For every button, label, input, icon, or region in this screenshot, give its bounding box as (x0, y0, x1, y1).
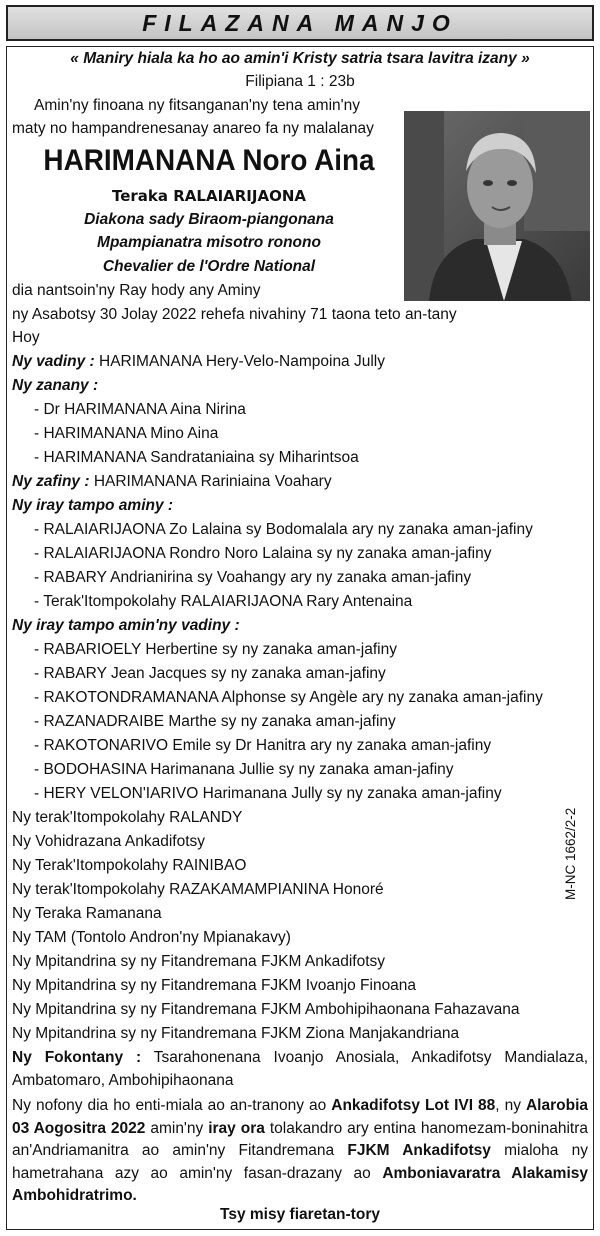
grandchild-label: Ny zafiny : (12, 473, 90, 490)
spouse-sibling-item: - RAZANADRAIBE Marthe sy ny zanaka aman-jafiny (34, 713, 396, 730)
child-item: - Dr HARIMANANA Aina Nirina (34, 401, 246, 418)
funeral-time: iray ora (208, 1119, 265, 1137)
grandchild-name: HARIMANANA Rariniaina Voahary (93, 473, 332, 490)
title-line-1: Diakona sady Biraom-piangonana (84, 211, 334, 228)
other-mourner: Ny Vohidrazana Ankadifotsy (12, 833, 206, 850)
other-mourner: Ny terak'Itompokolahy RALANDY (12, 809, 243, 826)
header-banner (6, 5, 594, 41)
sibling-item: - RABARY Andrianirina sy Voahangy ary ny zanaka aman-jafiny (34, 569, 472, 586)
spouse-label: Ny vadiny : (12, 353, 95, 370)
funeral-address: Ankadifotsy Lot IVI 88 (331, 1097, 496, 1114)
other-mourner: Ny Mpitandrina sy ny Fitandremana FJKM Ankadifotsy (12, 953, 386, 970)
spouse-sibling-item: - RABARY Jean Jacques sy ny zanaka aman-jafiny (34, 665, 386, 682)
other-mourner: Ny terak'Itompokolahy RAZAKAMAMPIANINA Honoré (12, 881, 384, 898)
other-mourner: Ny Terak'Itompokolahy RAINIBAO (12, 857, 247, 874)
other-mourner: Ny TAM (Tontolo Andron'ny Mpianakavy) (12, 929, 291, 946)
maiden-name: Teraka RALAIARIJAONA (111, 187, 306, 205)
siblings-label: Ny iray tampo aminy : (12, 497, 174, 514)
child-item: - HARIMANANA Sandrataniaina sy Miharintsoa (34, 449, 359, 466)
intro-line-2: maty no hampandrenesanay anareo fa ny malalanay (12, 120, 374, 137)
death-line-3: Hoy (12, 329, 40, 346)
spouse-sibling-item: - RABARIOELY Herbertine sy ny zanaka aman-jafiny (34, 641, 397, 658)
fokontany-label: Ny Fokontany : (12, 1049, 142, 1066)
sibling-item: - RALAIARIJAONA Zo Lalaina sy Bodomalala ary ny zanaka aman-jafiny (34, 521, 533, 538)
spouse-row (12, 352, 385, 372)
intro-line-1: Amin'ny finoana ny fitsanganan'ny tena amin'ny (34, 97, 360, 114)
funeral-text: mialoha ny hametrahana azy ao amin'ny fasan-drazany ao (12, 1142, 588, 1182)
sibling-item: - RALAIARIJAONA Rondro Noro Lalaina sy ny zanaka aman-jafiny (34, 545, 492, 562)
deceased-name: HARIMANANA Noro Aina (43, 144, 375, 177)
funeral-text: amin'ny (145, 1119, 209, 1137)
funeral-text: tolakandro ary entina hanomezam-boninahitra an'Andriamanitra ao amin'ny Fitandremana (12, 1119, 588, 1159)
fokontany-text: Tsarahonenana Ivoanjo Anosiala, Ankadifotsy Mandialaza, Ambatomaro, Ambohipihaonana (12, 1049, 588, 1089)
bible-reference: Filipiana 1 : 23b (245, 73, 355, 90)
other-mourner: Ny Mpitandrina sy ny Fitandremana FJKM Ambohipihaonana Fahazavana (12, 1001, 520, 1018)
title-line-3: Chevalier de l'Ordre National (102, 258, 316, 275)
funeral-paragraph (12, 1095, 588, 1208)
bible-quote: « Maniry hiala ka ho ao amin'i Kristy satria tsara lavitra izany » (70, 50, 530, 67)
grandchild-row (12, 472, 332, 492)
closing-note: Tsy misy fiaretan-tory (220, 1206, 380, 1223)
funeral-date: Alarobia 03 Aogositra 2022 (12, 1097, 588, 1137)
spouse-siblings-label: Ny iray tampo amin'ny vadiny : (12, 617, 240, 634)
burial-place: Amboniavaratra Alakamisy Ambohidratrimo. (12, 1164, 588, 1204)
portrait-photo (404, 111, 590, 301)
death-line-1: dia nantsoin'ny Ray hody any Aminy (12, 282, 261, 299)
children-label: Ny zanany : (12, 377, 99, 394)
sibling-item: - Terak'Itompokolahy RALAIARIJAONA Rary Antenaina (34, 593, 413, 610)
funeral-text: , ny (495, 1097, 526, 1114)
spouse-sibling-item: - BODOHASINA Harimanana Jullie sy ny zanaka aman-jafiny (34, 761, 454, 778)
header-title: FILAZANA MANJO (142, 9, 458, 36)
fokontany-paragraph (12, 1047, 588, 1092)
death-line-2: ny Asabotsy 30 Jolay 2022 rehefa nivahiny 71 taona teto an-tany (12, 306, 457, 323)
other-mourner: Ny Mpitandrina sy ny Fitandremana FJKM Ivoanjo Finoana (12, 977, 417, 994)
funeral-church: FJKM Ankadifotsy (347, 1142, 491, 1159)
other-mourner: Ny Mpitandrina sy ny Fitandremana FJKM Ziona Manjakandriana (12, 1025, 460, 1042)
spouse-name: HARIMANANA Hery-Velo-Nampoina Jully (99, 353, 385, 370)
funeral-text: Ny nofony dia ho enti-miala ao an-tranony ao (12, 1097, 332, 1114)
other-mourner: Ny Teraka Ramanana (12, 905, 162, 922)
spouse-sibling-item: - RAKOTONDRAMANANA Alphonse sy Angèle ary ny zanaka aman-jafiny (34, 689, 543, 706)
title-line-2: Mpampianatra misotro ronono (97, 234, 321, 251)
spouse-sibling-item: - RAKOTONARIVO Emile sy Dr Hanitra ary ny zanaka aman-jafiny (34, 737, 492, 754)
ad-code: M-NC 1662/2-2 (563, 807, 578, 900)
child-item: - HARIMANANA Mino Aina (34, 425, 219, 442)
spouse-sibling-item: - HERY VELON'IARIVO Harimanana Jully sy ny zanaka aman-jafiny (34, 785, 502, 802)
